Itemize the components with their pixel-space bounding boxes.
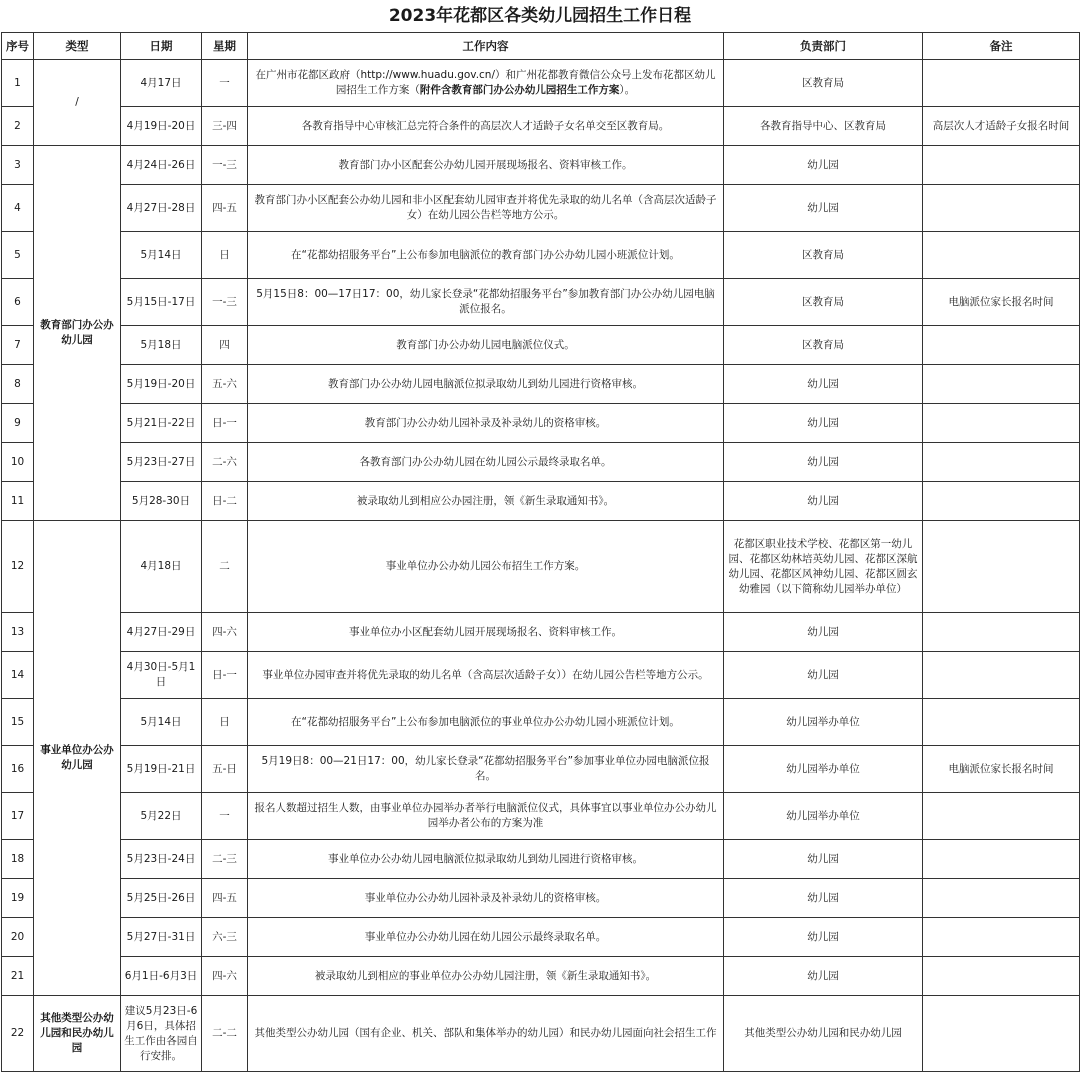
row-number: 19 [2,879,34,918]
content-bold-text: 附件含教育部门办公办幼儿园招生工作方案 [419,84,620,96]
row-note [923,482,1080,521]
content-text: 在广州市花都区政府（http://www.huadu.gov.cn/）和广州花都教育微信公众号上发布花都区幼儿园招生工作方案（ [255,69,716,96]
row-number: 15 [2,699,34,746]
row-content: 各教育指导中心审核汇总完符合条件的高层次人才适龄子女名单交至区教育局。 [248,107,724,146]
row-note [923,60,1080,107]
row-dept: 各教育指导中心、区教育局 [724,107,923,146]
row-number: 20 [2,918,34,957]
row-number: 13 [2,613,34,652]
row-date: 5月28-30日 [121,482,202,521]
row-note: 电脑派位家长报名时间 [923,746,1080,793]
row-content: 被录取幼儿到相应的事业单位办公办幼儿园注册，领《新生录取通知书》。 [248,957,724,996]
row-note [923,185,1080,232]
row-date: 4月27日-29日 [121,613,202,652]
table-row [2,996,1080,1072]
row-content: 教育部门办公办幼儿园补录及补录幼儿的资格审核。 [248,404,724,443]
row-weekday: 日-一 [202,404,248,443]
table-row [2,326,1080,365]
row-dept: 幼儿园 [724,613,923,652]
row-content: 5月15日8：00—17日17：00，幼儿家长登录“花都幼招服务平台”参加教育部门办公办幼儿园电脑派位报名。 [248,279,724,326]
row-content: 事业单位办公办幼儿园补录及补录幼儿的资格审核。 [248,879,724,918]
table-row [2,443,1080,482]
row-number: 22 [2,996,34,1072]
table-row [2,232,1080,279]
row-note [923,232,1080,279]
row-number: 21 [2,957,34,996]
row-weekday: 五-日 [202,746,248,793]
table-row [2,699,1080,746]
row-number: 1 [2,60,34,107]
row-weekday: 四-五 [202,185,248,232]
row-dept: 幼儿园 [724,482,923,521]
row-note [923,996,1080,1072]
row-weekday: 五-六 [202,365,248,404]
table-row [2,60,1080,107]
row-content: 事业单位办园审查并将优先录取的幼儿名单（含高层次适龄子女））在幼儿园公告栏等地方公示。 [248,652,724,699]
row-number: 16 [2,746,34,793]
table-row [2,279,1080,326]
row-weekday: 二-三 [202,840,248,879]
header-content: 工作内容 [248,33,724,60]
row-number: 5 [2,232,34,279]
row-content: 在“花都幼招服务平台”上公布参加电脑派位的教育部门办公办幼儿园小班派位计划。 [248,232,724,279]
row-content: 报名人数超过招生人数，由事业单位办园举办者举行电脑派位仪式，具体事宜以事业单位办公办幼儿园举办者公布的方案为准 [248,793,724,840]
row-dept: 幼儿园 [724,879,923,918]
row-content [248,60,724,107]
row-note [923,613,1080,652]
type-cell: 其他类型公办幼儿园和民办幼儿园 [34,996,121,1072]
row-weekday: 日-二 [202,482,248,521]
row-dept: 幼儿园举办单位 [724,793,923,840]
row-number: 12 [2,521,34,613]
table-row [2,404,1080,443]
header-dept: 负责部门 [724,33,923,60]
row-content: 事业单位办公办幼儿园公布招生工作方案。 [248,521,724,613]
header-type: 类型 [34,33,121,60]
row-number: 8 [2,365,34,404]
row-dept: 幼儿园 [724,918,923,957]
row-weekday: 六-三 [202,918,248,957]
page-title: 2023年花都区各类幼儿园招生工作日程 [388,6,692,26]
row-date: 5月18日 [121,326,202,365]
table-row [2,957,1080,996]
table-row [2,918,1080,957]
row-date: 5月23日-24日 [121,840,202,879]
row-date: 4月30日-5月1日 [121,652,202,699]
row-dept: 幼儿园 [724,365,923,404]
row-date: 4月19日-20日 [121,107,202,146]
row-dept: 区教育局 [724,232,923,279]
row-note [923,521,1080,613]
row-dept: 花都区职业技术学校、花都区第一幼儿园、花都区幼林培英幼儿园、花都区深航幼儿园、花都区风神幼儿园、花都区圆玄幼雅园（以下简称幼儿园举办单位） [724,521,923,613]
row-date: 5月19日-21日 [121,746,202,793]
row-number: 6 [2,279,34,326]
row-number: 4 [2,185,34,232]
row-weekday: 二 [202,521,248,613]
table-row [2,793,1080,840]
row-dept: 区教育局 [724,60,923,107]
table-row [2,185,1080,232]
row-dept: 幼儿园 [724,185,923,232]
row-dept: 区教育局 [724,326,923,365]
schedule-table [1,32,1080,1072]
row-note [923,146,1080,185]
row-weekday: 一-三 [202,146,248,185]
row-date: 5月14日 [121,699,202,746]
row-date: 5月25日-26日 [121,879,202,918]
row-note: 电脑派位家长报名时间 [923,279,1080,326]
row-weekday: 二-二 [202,996,248,1072]
row-date: 5月22日 [121,793,202,840]
row-number: 10 [2,443,34,482]
row-weekday: 一-三 [202,279,248,326]
row-dept: 幼儿园 [724,146,923,185]
row-date: 6月1日-6月3日 [121,957,202,996]
table-row [2,365,1080,404]
row-dept: 其他类型公办幼儿园和民办幼儿园 [724,996,923,1072]
row-number: 18 [2,840,34,879]
row-dept: 幼儿园 [724,443,923,482]
row-date: 4月18日 [121,521,202,613]
header-weekday: 星期 [202,33,248,60]
row-dept: 幼儿园 [724,404,923,443]
table-row [2,482,1080,521]
header-date: 日期 [121,33,202,60]
row-date: 5月27日-31日 [121,918,202,957]
row-note [923,918,1080,957]
row-weekday: 日 [202,699,248,746]
row-dept: 幼儿园举办单位 [724,699,923,746]
row-note [923,652,1080,699]
row-weekday: 四-六 [202,613,248,652]
row-weekday: 四-五 [202,879,248,918]
row-note [923,793,1080,840]
header-no: 序号 [2,33,34,60]
row-dept: 区教育局 [724,279,923,326]
row-note [923,443,1080,482]
row-note [923,699,1080,746]
row-dept: 幼儿园举办单位 [724,746,923,793]
row-date: 5月19日-20日 [121,365,202,404]
type-cell: 事业单位办公办幼儿园 [34,521,121,996]
row-date: 4月17日 [121,60,202,107]
row-weekday: 日 [202,232,248,279]
row-number: 3 [2,146,34,185]
row-content: 事业单位办公办幼儿园在幼儿园公示最终录取名单。 [248,918,724,957]
row-content: 5月19日8：00—21日17：00，幼儿家长登录“花都幼招服务平台”参加事业单位办园电脑派位报名。 [248,746,724,793]
header-row [2,33,1080,60]
header-note: 备注 [923,33,1080,60]
row-date: 5月21日-22日 [121,404,202,443]
row-note [923,957,1080,996]
table-row [2,879,1080,918]
row-dept: 幼儿园 [724,652,923,699]
row-note: 高层次人才适龄子女报名时间 [923,107,1080,146]
row-weekday: 四 [202,326,248,365]
row-note [923,326,1080,365]
row-weekday: 一 [202,60,248,107]
row-note [923,879,1080,918]
row-weekday: 三-四 [202,107,248,146]
row-date: 4月24日-26日 [121,146,202,185]
row-number: 7 [2,326,34,365]
table-row [2,107,1080,146]
row-note [923,365,1080,404]
row-content: 教育部门办公办幼儿园电脑派位拟录取幼儿到幼儿园进行资格审核。 [248,365,724,404]
table-row [2,613,1080,652]
row-date: 建议5月23日-6月6日，具体招生工作由各园自行安排。 [121,996,202,1072]
row-content: 各教育部门办公办幼儿园在幼儿园公示最终录取名单。 [248,443,724,482]
table-row [2,652,1080,699]
row-weekday: 日-一 [202,652,248,699]
type-cell: 教育部门办公办幼儿园 [34,146,121,521]
table-row [2,840,1080,879]
table-row [2,146,1080,185]
row-content: 事业单位办公办幼儿园电脑派位拟录取幼儿到幼儿园进行资格审核。 [248,840,724,879]
row-weekday: 一 [202,793,248,840]
row-date: 5月23日-27日 [121,443,202,482]
row-dept: 幼儿园 [724,840,923,879]
row-number: 11 [2,482,34,521]
row-note [923,840,1080,879]
row-number: 14 [2,652,34,699]
row-content: 其他类型公办幼儿园（国有企业、机关、部队和集体举办的幼儿园）和民办幼儿园面向社会招生工作 [248,996,724,1072]
row-dept: 幼儿园 [724,957,923,996]
row-date: 5月14日 [121,232,202,279]
row-content: 在“花都幼招服务平台”上公布参加电脑派位的事业单位办公办幼儿园小班派位计划。 [248,699,724,746]
row-number: 17 [2,793,34,840]
row-note [923,404,1080,443]
row-weekday: 二-六 [202,443,248,482]
row-weekday: 四-六 [202,957,248,996]
table-row [2,521,1080,613]
row-content: 教育部门办小区配套公办幼儿园开展现场报名、资料审核工作。 [248,146,724,185]
row-content: 教育部门办小区配套公办幼儿园和非小区配套幼儿园审查并将优先录取的幼儿名单（含高层次适龄子女）在幼儿园公告栏等地方公示。 [248,185,724,232]
table-row [2,746,1080,793]
type-cell: / [34,60,121,146]
row-number: 2 [2,107,34,146]
row-content: 被录取幼儿到相应公办园注册，领《新生录取通知书》。 [248,482,724,521]
row-content: 事业单位办小区配套幼儿园开展现场报名、资料审核工作。 [248,613,724,652]
row-content: 教育部门办公办幼儿园电脑派位仪式。 [248,326,724,365]
row-date: 5月15日-17日 [121,279,202,326]
content-tail-text: ）。 [619,84,636,96]
row-date: 4月27日-28日 [121,185,202,232]
row-number: 9 [2,404,34,443]
